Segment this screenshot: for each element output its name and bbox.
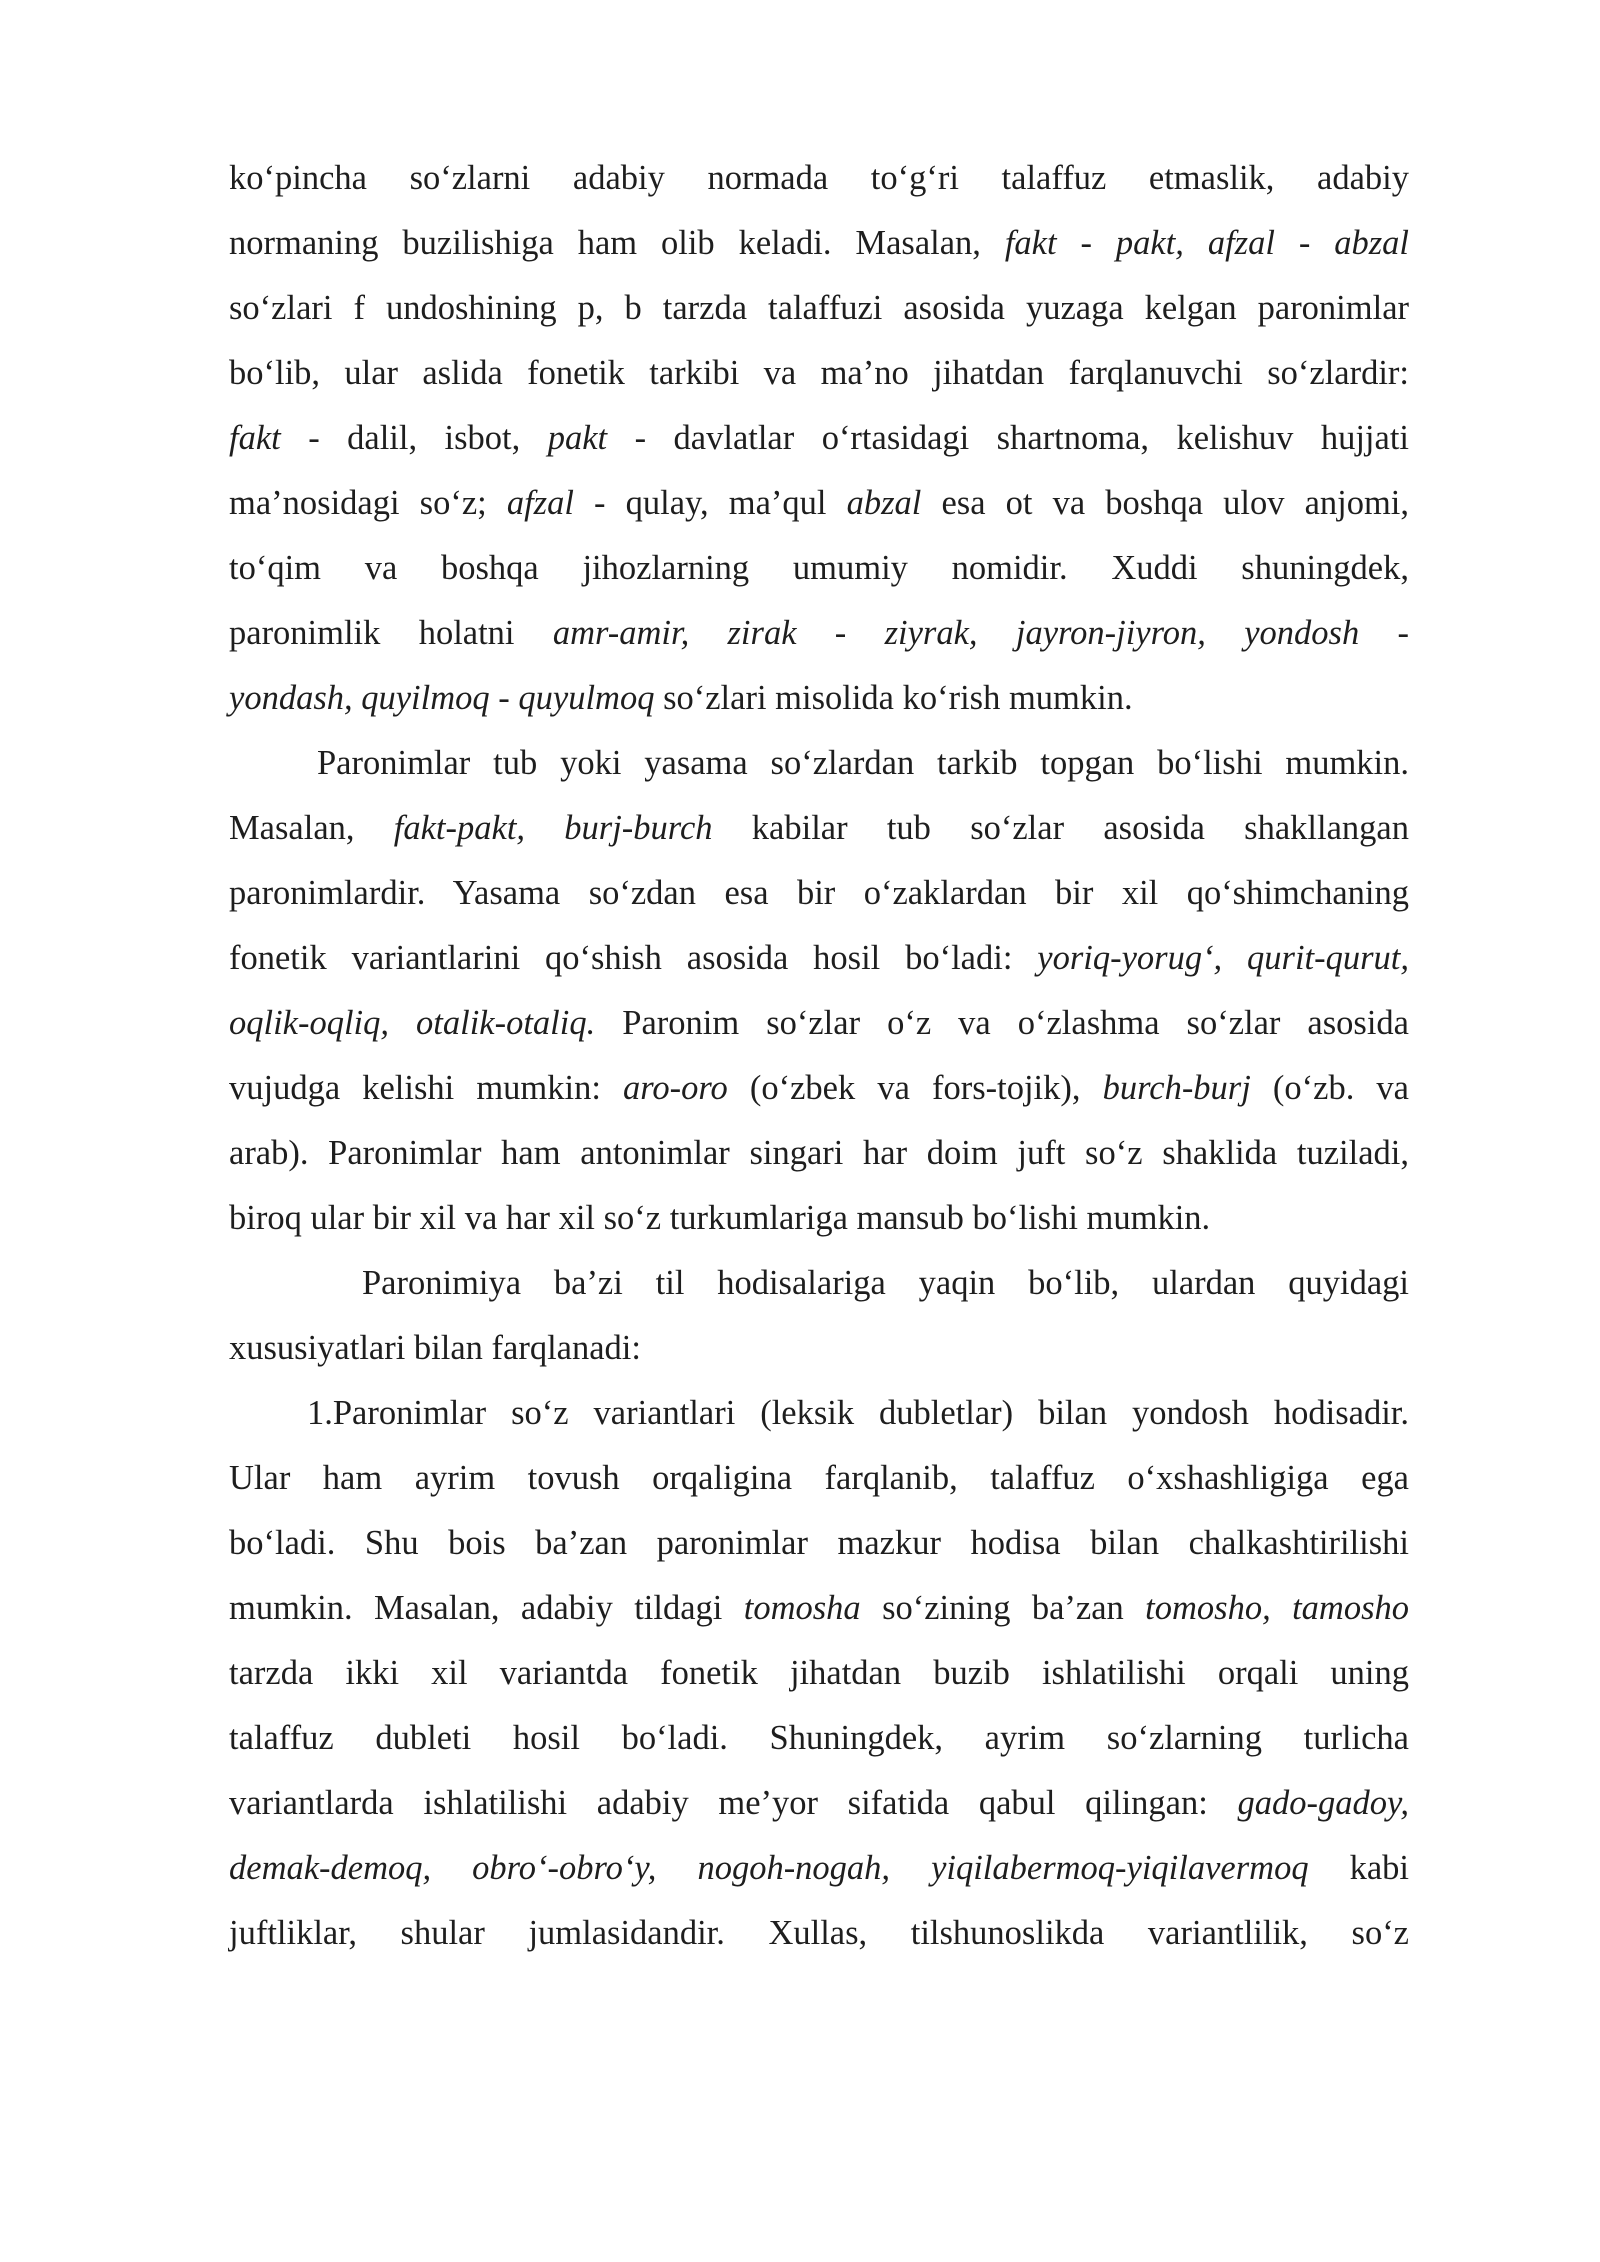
text-line [229, 1771, 1409, 1836]
text-line [229, 1381, 1409, 1446]
text-line [229, 1446, 1409, 1511]
text-run: fonetik variantlarini qo‘shish asosida hosil bo‘ladi: [229, 939, 1038, 977]
italic-term: demak-demoq, obro‘-obro‘y, nogoh-nogah, yiqilabermoq-yiqilavermoq [229, 1849, 1309, 1887]
text-run: variantlarda ishlatilishi adabiy me’yor sifatida qabul qilingan: [229, 1784, 1238, 1822]
italic-term: afzal [506, 484, 574, 522]
text-run: Masalan, [229, 809, 394, 847]
text-line [229, 991, 1409, 1056]
text-run: xususiyatlari bilan farqlanadi: [229, 1329, 641, 1367]
text-line [229, 1511, 1409, 1576]
text-line [229, 796, 1409, 861]
paragraph [229, 1251, 1409, 1381]
italic-term: yondash, quyilmoq - quyulmoq [229, 679, 655, 717]
text-run: tarzda ikki xil variantda fonetik jihatdan buzib ishlatilishi orqali uning [229, 1654, 1409, 1692]
text-run: (o‘zb. va [1250, 1069, 1409, 1107]
text-run: Paronim so‘zlar o‘z va o‘zlashma so‘zlar asosida [595, 1004, 1409, 1042]
text-line [229, 1316, 1409, 1381]
text-line [229, 926, 1409, 991]
text-run: 1.Paronimlar so‘z variantlari (leksik dubletlar) bilan yondosh hodisadir. [307, 1394, 1409, 1432]
text-line [229, 1836, 1409, 1901]
text-line [229, 1901, 1409, 1966]
text-run: paronimlardir. Yasama so‘zdan esa bir o‘zaklardan bir xil qo‘shimchaning [229, 874, 1409, 912]
text-line [229, 1186, 1409, 1251]
text-run: bo‘ladi. Shu bois ba’zan paronimlar mazkur hodisa bilan chalkashtirilishi [229, 1524, 1409, 1562]
italic-term: tomosha [743, 1589, 861, 1627]
paragraph [229, 146, 1409, 731]
text-run: mumkin. Masalan, adabiy tildagi [229, 1589, 744, 1627]
italic-term: gado-gadoy, [1237, 1784, 1409, 1822]
text-line [229, 1251, 1409, 1316]
text-run: so‘zining ba’zan [860, 1589, 1146, 1627]
text-run: biroq ular bir xil va har xil so‘z turkumlariga mansub bo‘lishi mumkin. [229, 1199, 1211, 1237]
text-run: - dalil, isbot, [280, 419, 548, 457]
text-line [229, 1641, 1409, 1706]
text-line [229, 861, 1409, 926]
text-line [229, 666, 1409, 731]
text-run: (o‘zbek va fors-tojik), [727, 1069, 1103, 1107]
italic-term: burch-burj [1102, 1069, 1251, 1107]
paragraph [229, 1381, 1409, 1966]
paragraph [229, 731, 1409, 1251]
italic-term: fakt-pakt, burj-burch [393, 809, 713, 847]
text-line [229, 341, 1409, 406]
text-line [229, 731, 1409, 796]
text-line [229, 601, 1409, 666]
text-run: esa ot va boshqa ulov anjomi, [921, 484, 1410, 522]
text-run: normaning buzilishiga ham olib keladi. Masalan, [229, 224, 1005, 262]
text-run: talaffuz dubleti hosil bo‘ladi. Shuningdek, ayrim so‘zlarning turlicha [229, 1719, 1409, 1757]
text-line [229, 1056, 1409, 1121]
text-line [229, 471, 1409, 536]
italic-term: aro-oro [623, 1069, 728, 1107]
text-line [229, 536, 1409, 601]
text-run: bo‘lib, ular aslida fonetik tarkibi va ma’no jihatdan farqlanuvchi so‘zlardir: [229, 354, 1409, 392]
text-line [229, 146, 1409, 211]
text-run: Paronimiya ba’zi til hodisalariga yaqin bo‘lib, ulardan quyidagi [362, 1264, 1409, 1302]
text-line [229, 1121, 1409, 1186]
text-run: ko‘pincha so‘zlarni adabiy normada to‘g‘ri talaffuz etmaslik, adabiy [229, 159, 1409, 197]
text-run: - davlatlar o‘rtasidagi shartnoma, kelishuv hujjati [607, 419, 1410, 457]
text-run: paronimlik holatni [229, 614, 553, 652]
text-run: vujudga kelishi mumkin: [229, 1069, 624, 1107]
text-run: ma’nosidagi so‘z; [229, 484, 507, 522]
italic-term: oqlik-oqliq, otalik-otaliq. [229, 1004, 596, 1042]
text-run: kabi [1308, 1849, 1409, 1887]
italic-term: yoriq-yorug‘, qurit-qurut, [1037, 939, 1409, 977]
text-line [229, 276, 1409, 341]
text-run: Paronimlar tub yoki yasama so‘zlardan tarkib topgan bo‘lishi mumkin. [317, 744, 1409, 782]
italic-term: fakt [229, 419, 281, 457]
body-text [229, 146, 1409, 1966]
text-line [229, 1706, 1409, 1771]
text-run: so‘zlari misolida ko‘rish mumkin. [654, 679, 1133, 717]
text-run: kabilar tub so‘zlar asosida shakllangan [712, 809, 1409, 847]
text-run: so‘zlari f undoshining p, b tarzda talaffuzi asosida yuzaga kelgan paronimlar [229, 289, 1409, 327]
text-line [229, 406, 1409, 471]
italic-term: abzal [846, 484, 922, 522]
italic-term: tomosho, tamosho [1145, 1589, 1409, 1627]
text-line [229, 1576, 1409, 1641]
text-run: juftliklar, shular jumlasidandir. Xullas, tilshunoslikda variantlilik, so‘z [229, 1914, 1409, 1952]
text-run: - qulay, ma’qul [573, 484, 847, 522]
text-run: Ular ham ayrim tovush orqaligina farqlanib, talaffuz o‘xshashligiga ega [229, 1459, 1409, 1497]
text-line [229, 211, 1409, 276]
italic-term: pakt [547, 419, 608, 457]
italic-term: amr-amir, zirak - ziyrak, jayron-jiyron, yondosh - [552, 614, 1409, 652]
italic-term: fakt - pakt, afzal - abzal [1004, 224, 1410, 262]
text-run: arab). Paronimlar ham antonimlar singari har doim juft so‘z shaklida tuziladi, [229, 1134, 1409, 1172]
text-run: to‘qim va boshqa jihozlarning umumiy nomidir. Xuddi shuningdek, [229, 549, 1409, 587]
